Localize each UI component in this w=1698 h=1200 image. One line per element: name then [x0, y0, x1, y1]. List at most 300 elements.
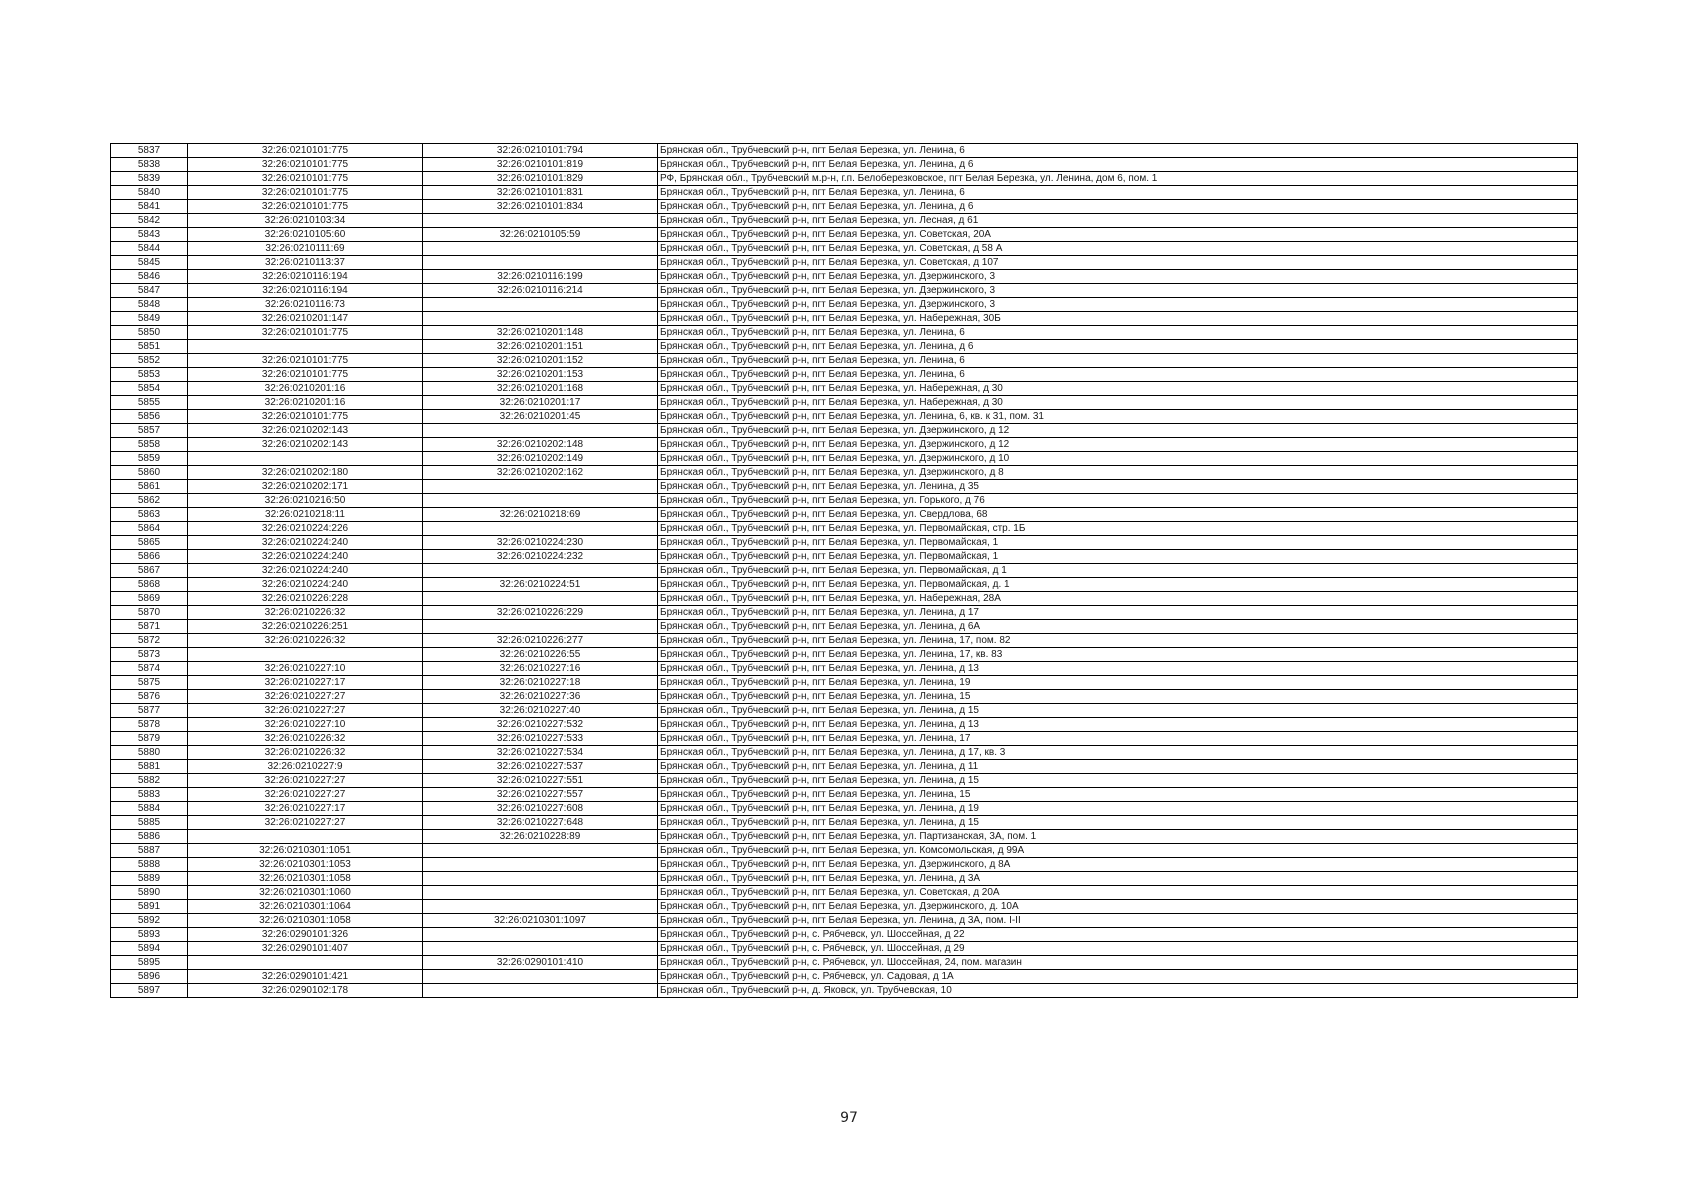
row-number-cell: 5855: [111, 396, 188, 410]
address-cell: Брянская обл., Трубчевский р-н, пгт Белая Березка, ул. Ленина, 6: [658, 144, 1578, 158]
parcel-number-cell: 32:26:0210226:32: [188, 732, 423, 746]
row-number-cell: 5875: [111, 676, 188, 690]
table-row: [111, 760, 1578, 774]
object-number-cell: [423, 844, 658, 858]
object-number-cell: 32:26:0210116:214: [423, 284, 658, 298]
row-number-cell: 5860: [111, 466, 188, 480]
address-cell: Брянская обл., Трубчевский р-н, пгт Белая Березка, ул. Горького, д 76: [658, 494, 1578, 508]
table-row: [111, 620, 1578, 634]
address-cell: Брянская обл., Трубчевский р-н, пгт Белая Березка, ул. Ленина, д 6: [658, 340, 1578, 354]
object-number-cell: [423, 564, 658, 578]
row-number-cell: 5892: [111, 914, 188, 928]
object-number-cell: 32:26:0210227:534: [423, 746, 658, 760]
address-cell: Брянская обл., Трубчевский р-н, пгт Белая Березка, ул. Ленина, 15: [658, 690, 1578, 704]
parcel-number-cell: [188, 830, 423, 844]
row-number-cell: 5852: [111, 354, 188, 368]
table-row: [111, 368, 1578, 382]
table-row: [111, 606, 1578, 620]
address-cell: Брянская обл., Трубчевский р-н, пгт Белая Березка, ул. Комсомольская, д 99А: [658, 844, 1578, 858]
row-number-cell: 5880: [111, 746, 188, 760]
table-row: [111, 956, 1578, 970]
row-number-cell: 5879: [111, 732, 188, 746]
row-number-cell: 5863: [111, 508, 188, 522]
row-number-cell: 5842: [111, 214, 188, 228]
table-row: [111, 200, 1578, 214]
address-cell: Брянская обл., Трубчевский р-н, пгт Белая Березка, ул. Ленина, д 3А: [658, 872, 1578, 886]
table-row: [111, 480, 1578, 494]
address-cell: Брянская обл., Трубчевский р-н, пгт Белая Березка, ул. Дзержинского, д. 10А: [658, 900, 1578, 914]
table-row: [111, 578, 1578, 592]
parcel-number-cell: 32:26:0210116:194: [188, 270, 423, 284]
row-number-cell: 5896: [111, 970, 188, 984]
parcel-number-cell: 32:26:0210202:143: [188, 424, 423, 438]
parcel-number-cell: 32:26:0210218:11: [188, 508, 423, 522]
object-number-cell: [423, 872, 658, 886]
table-row: [111, 746, 1578, 760]
parcel-number-cell: 32:26:0290102:178: [188, 984, 423, 998]
object-number-cell: [423, 298, 658, 312]
address-cell: Брянская обл., Трубчевский р-н, пгт Белая Березка, ул. Ленина, 6, кв. к 31, пом. 31: [658, 410, 1578, 424]
address-cell: Брянская обл., Трубчевский р-н, пгт Белая Березка, ул. Ленина, 15: [658, 788, 1578, 802]
address-cell: Брянская обл., Трубчевский р-н, с. Рябчевск, ул. Шоссейная, д 22: [658, 928, 1578, 942]
address-cell: Брянская обл., Трубчевский р-н, пгт Белая Березка, ул. Ленина, д 13: [658, 662, 1578, 676]
address-cell: Брянская обл., Трубчевский р-н, пгт Белая Березка, ул. Ленина, 17, кв. 83: [658, 648, 1578, 662]
address-cell: Брянская обл., Трубчевский р-н, пгт Белая Березка, ул. Ленина, д 3А, пом. I-II: [658, 914, 1578, 928]
parcel-number-cell: 32:26:0210227:27: [188, 704, 423, 718]
row-number-cell: 5854: [111, 382, 188, 396]
parcel-number-cell: 32:26:0210202:143: [188, 438, 423, 452]
address-cell: Брянская обл., Трубчевский р-н, пгт Белая Березка, ул. Дзержинского, д 12: [658, 424, 1578, 438]
row-number-cell: 5873: [111, 648, 188, 662]
parcel-number-cell: 32:26:0210301:1058: [188, 872, 423, 886]
object-number-cell: 32:26:0210228:89: [423, 830, 658, 844]
row-number-cell: 5865: [111, 536, 188, 550]
parcel-number-cell: 32:26:0210226:32: [188, 634, 423, 648]
table-row: [111, 312, 1578, 326]
object-number-cell: 32:26:0210224:51: [423, 578, 658, 592]
address-cell: Брянская обл., Трубчевский р-н, пгт Белая Березка, ул. Первомайская, 1: [658, 550, 1578, 564]
object-number-cell: 32:26:0210218:69: [423, 508, 658, 522]
address-cell: Брянская обл., Трубчевский р-н, пгт Белая Березка, ул. Набережная, 30Б: [658, 312, 1578, 326]
table-row: [111, 844, 1578, 858]
table-row: [111, 270, 1578, 284]
address-cell: Брянская обл., Трубчевский р-н, пгт Белая Березка, ул. Ленина, д 11: [658, 760, 1578, 774]
table-row: [111, 382, 1578, 396]
row-number-cell: 5871: [111, 620, 188, 634]
table-row: [111, 452, 1578, 466]
parcel-number-cell: [188, 340, 423, 354]
table-row: [111, 732, 1578, 746]
object-number-cell: 32:26:0210227:18: [423, 676, 658, 690]
object-number-cell: 32:26:0210202:162: [423, 466, 658, 480]
table-row: [111, 858, 1578, 872]
object-number-cell: 32:26:0210201:153: [423, 368, 658, 382]
table-row: [111, 438, 1578, 452]
table-row: [111, 900, 1578, 914]
address-cell: Брянская обл., Трубчевский р-н, пгт Белая Березка, ул. Ленина, 6: [658, 326, 1578, 340]
row-number-cell: 5877: [111, 704, 188, 718]
parcel-number-cell: 32:26:0210111:69: [188, 242, 423, 256]
parcel-number-cell: 32:26:0210301:1053: [188, 858, 423, 872]
parcel-number-cell: 32:26:0210216:50: [188, 494, 423, 508]
object-number-cell: [423, 242, 658, 256]
object-number-cell: [423, 928, 658, 942]
parcel-number-cell: 32:26:0210224:240: [188, 550, 423, 564]
object-number-cell: 32:26:0210224:232: [423, 550, 658, 564]
row-number-cell: 5839: [111, 172, 188, 186]
parcel-number-cell: 32:26:0210227:9: [188, 760, 423, 774]
row-number-cell: 5872: [111, 634, 188, 648]
table-row: [111, 424, 1578, 438]
object-number-cell: 32:26:0210227:537: [423, 760, 658, 774]
parcel-number-cell: 32:26:0210202:180: [188, 466, 423, 480]
address-cell: Брянская обл., Трубчевский р-н, пгт Белая Березка, ул. Первомайская, д. 1: [658, 578, 1578, 592]
address-cell: Брянская обл., Трубчевский р-н, пгт Белая Березка, ул. Советская, д 58 А: [658, 242, 1578, 256]
address-cell: Брянская обл., Трубчевский р-н, пгт Белая Березка, ул. Ленина, 6: [658, 186, 1578, 200]
registry-table-body: [111, 144, 1578, 998]
parcel-number-cell: 32:26:0210201:16: [188, 396, 423, 410]
object-number-cell: [423, 480, 658, 494]
parcel-number-cell: 32:26:0210101:775: [188, 200, 423, 214]
parcel-number-cell: 32:26:0210227:27: [188, 774, 423, 788]
parcel-number-cell: [188, 648, 423, 662]
address-cell: Брянская обл., Трубчевский р-н, пгт Белая Березка, ул. Набережная, д 30: [658, 382, 1578, 396]
object-number-cell: [423, 312, 658, 326]
table-row: [111, 228, 1578, 242]
row-number-cell: 5884: [111, 802, 188, 816]
table-row: [111, 298, 1578, 312]
row-number-cell: 5870: [111, 606, 188, 620]
parcel-number-cell: 32:26:0210227:10: [188, 662, 423, 676]
address-cell: Брянская обл., Трубчевский р-н, пгт Белая Березка, ул. Дзержинского, д 8: [658, 466, 1578, 480]
row-number-cell: 5894: [111, 942, 188, 956]
parcel-number-cell: 32:26:0210301:1051: [188, 844, 423, 858]
row-number-cell: 5850: [111, 326, 188, 340]
row-number-cell: 5885: [111, 816, 188, 830]
parcel-number-cell: 32:26:0210224:240: [188, 536, 423, 550]
object-number-cell: 32:26:0210201:148: [423, 326, 658, 340]
object-number-cell: [423, 256, 658, 270]
address-cell: Брянская обл., Трубчевский р-н, пгт Белая Березка, ул. Ленина, д 35: [658, 480, 1578, 494]
row-number-cell: 5843: [111, 228, 188, 242]
address-cell: Брянская обл., Трубчевский р-н, пгт Белая Березка, ул. Ленина, 17, пом. 82: [658, 634, 1578, 648]
address-cell: Брянская обл., Трубчевский р-н, пгт Белая Березка, ул. Ленина, д 6: [658, 200, 1578, 214]
address-cell: Брянская обл., Трубчевский р-н, пгт Белая Березка, ул. Дзержинского, 3: [658, 284, 1578, 298]
row-number-cell: 5840: [111, 186, 188, 200]
table-row: [111, 186, 1578, 200]
table-row: [111, 396, 1578, 410]
table-row: [111, 592, 1578, 606]
parcel-number-cell: 32:26:0210227:17: [188, 802, 423, 816]
object-number-cell: 32:26:0210101:819: [423, 158, 658, 172]
row-number-cell: 5853: [111, 368, 188, 382]
parcel-number-cell: 32:26:0210201:147: [188, 312, 423, 326]
row-number-cell: 5888: [111, 858, 188, 872]
row-number-cell: 5891: [111, 900, 188, 914]
table-row: [111, 970, 1578, 984]
table-row: [111, 522, 1578, 536]
parcel-number-cell: 32:26:0210227:27: [188, 690, 423, 704]
table-row: [111, 466, 1578, 480]
row-number-cell: 5895: [111, 956, 188, 970]
address-cell: Брянская обл., Трубчевский р-н, пгт Белая Березка, ул. Ленина, д 13: [658, 718, 1578, 732]
object-number-cell: [423, 886, 658, 900]
object-number-cell: [423, 970, 658, 984]
address-cell: Брянская обл., Трубчевский р-н, пгт Белая Березка, ул. Дзержинского, 3: [658, 298, 1578, 312]
table-row: [111, 172, 1578, 186]
object-number-cell: 32:26:0210227:533: [423, 732, 658, 746]
object-number-cell: 32:26:0210226:277: [423, 634, 658, 648]
address-cell: Брянская обл., Трубчевский р-н, пгт Белая Березка, ул. Дзержинского, д 12: [658, 438, 1578, 452]
object-number-cell: 32:26:0210201:152: [423, 354, 658, 368]
row-number-cell: 5846: [111, 270, 188, 284]
object-number-cell: 32:26:0210201:151: [423, 340, 658, 354]
address-cell: Брянская обл., Трубчевский р-н, пгт Белая Березка, ул. Свердлова, 68: [658, 508, 1578, 522]
address-cell: Брянская обл., Трубчевский р-н, пгт Белая Березка, ул. Ленина, д 17, кв. 3: [658, 746, 1578, 760]
row-number-cell: 5883: [111, 788, 188, 802]
table-row: [111, 774, 1578, 788]
parcel-number-cell: 32:26:0210101:775: [188, 368, 423, 382]
table-row: [111, 690, 1578, 704]
parcel-number-cell: 32:26:0210101:775: [188, 158, 423, 172]
object-number-cell: 32:26:0210227:551: [423, 774, 658, 788]
parcel-number-cell: [188, 452, 423, 466]
object-number-cell: [423, 942, 658, 956]
parcel-number-cell: 32:26:0210224:240: [188, 564, 423, 578]
table-row: [111, 144, 1578, 158]
table-row: [111, 704, 1578, 718]
parcel-number-cell: 32:26:0210301:1064: [188, 900, 423, 914]
table-row: [111, 256, 1578, 270]
object-number-cell: [423, 522, 658, 536]
object-number-cell: 32:26:0210227:532: [423, 718, 658, 732]
object-number-cell: [423, 494, 658, 508]
table-row: [111, 242, 1578, 256]
table-row: [111, 676, 1578, 690]
table-row: [111, 928, 1578, 942]
address-cell: Брянская обл., Трубчевский р-н, пгт Белая Березка, ул. Советская, д 107: [658, 256, 1578, 270]
row-number-cell: 5878: [111, 718, 188, 732]
table-row: [111, 830, 1578, 844]
row-number-cell: 5886: [111, 830, 188, 844]
table-row: [111, 942, 1578, 956]
table-row: [111, 872, 1578, 886]
object-number-cell: 32:26:0210116:199: [423, 270, 658, 284]
object-number-cell: 32:26:0210101:829: [423, 172, 658, 186]
parcel-number-cell: 32:26:0210101:775: [188, 326, 423, 340]
row-number-cell: 5851: [111, 340, 188, 354]
parcel-number-cell: 32:26:0210226:32: [188, 746, 423, 760]
parcel-number-cell: [188, 956, 423, 970]
address-cell: Брянская обл., Трубчевский р-н, пгт Белая Березка, ул. Ленина, 17: [658, 732, 1578, 746]
table-row: [111, 564, 1578, 578]
row-number-cell: 5856: [111, 410, 188, 424]
address-cell: РФ, Брянская обл., Трубчевский м.р-н, г.п. Белоберезковское, пгт Белая Березка, ул. Ленина, дом 6, пом. 1: [658, 172, 1578, 186]
table-row: [111, 816, 1578, 830]
table-row: [111, 214, 1578, 228]
object-number-cell: 32:26:0210101:831: [423, 186, 658, 200]
parcel-number-cell: 32:26:0210101:775: [188, 172, 423, 186]
object-number-cell: 32:26:0210224:230: [423, 536, 658, 550]
row-number-cell: 5862: [111, 494, 188, 508]
row-number-cell: 5859: [111, 452, 188, 466]
address-cell: Брянская обл., Трубчевский р-н, пгт Белая Березка, ул. Ленина, д 6: [658, 158, 1578, 172]
parcel-number-cell: 32:26:0210301:1060: [188, 886, 423, 900]
address-cell: Брянская обл., Трубчевский р-н, пгт Белая Березка, ул. Первомайская, стр. 1Б: [658, 522, 1578, 536]
address-cell: Брянская обл., Трубчевский р-н, с. Рябчевск, ул. Шоссейная, 24, пом. магазин: [658, 956, 1578, 970]
object-number-cell: 32:26:0210227:16: [423, 662, 658, 676]
object-number-cell: 32:26:0210201:168: [423, 382, 658, 396]
address-cell: Брянская обл., Трубчевский р-н, пгт Белая Березка, ул. Ленина, д 6А: [658, 620, 1578, 634]
parcel-number-cell: 32:26:0290101:421: [188, 970, 423, 984]
parcel-number-cell: 32:26:0210103:34: [188, 214, 423, 228]
object-number-cell: 32:26:0210101:834: [423, 200, 658, 214]
parcel-number-cell: 32:26:0290101:326: [188, 928, 423, 942]
parcel-number-cell: 32:26:0210227:27: [188, 816, 423, 830]
table-row: [111, 718, 1578, 732]
object-number-cell: 32:26:0210101:794: [423, 144, 658, 158]
row-number-cell: 5861: [111, 480, 188, 494]
table-row: [111, 158, 1578, 172]
address-cell: Брянская обл., Трубчевский р-н, пгт Белая Березка, ул. Дзержинского, 3: [658, 270, 1578, 284]
row-number-cell: 5844: [111, 242, 188, 256]
address-cell: Брянская обл., Трубчевский р-н, пгт Белая Березка, ул. Партизанская, 3А, пом. 1: [658, 830, 1578, 844]
row-number-cell: 5847: [111, 284, 188, 298]
object-number-cell: 32:26:0210227:557: [423, 788, 658, 802]
object-number-cell: 32:26:0210227:648: [423, 816, 658, 830]
table-row: [111, 662, 1578, 676]
address-cell: Брянская обл., Трубчевский р-н, пгт Белая Березка, ул. Лесная, д 61: [658, 214, 1578, 228]
row-number-cell: 5837: [111, 144, 188, 158]
row-number-cell: 5897: [111, 984, 188, 998]
table-row: [111, 494, 1578, 508]
parcel-number-cell: 32:26:0210224:226: [188, 522, 423, 536]
table-row: [111, 634, 1578, 648]
page-number: 97: [840, 1110, 858, 1126]
registry-table: [110, 143, 1578, 998]
address-cell: Брянская обл., Трубчевский р-н, пгт Белая Березка, ул. Ленина, 6: [658, 368, 1578, 382]
row-number-cell: 5857: [111, 424, 188, 438]
parcel-number-cell: 32:26:0210202:171: [188, 480, 423, 494]
row-number-cell: 5838: [111, 158, 188, 172]
address-cell: Брянская обл., Трубчевский р-н, пгт Белая Березка, ул. Ленина, д 15: [658, 704, 1578, 718]
parcel-number-cell: 32:26:0210105:60: [188, 228, 423, 242]
table-row: [111, 550, 1578, 564]
row-number-cell: 5848: [111, 298, 188, 312]
address-cell: Брянская обл., Трубчевский р-н, с. Рябчевск, ул. Шоссейная, д 29: [658, 942, 1578, 956]
object-number-cell: 32:26:0210227:608: [423, 802, 658, 816]
table-row: [111, 340, 1578, 354]
object-number-cell: 32:26:0210301:1097: [423, 914, 658, 928]
row-number-cell: 5864: [111, 522, 188, 536]
parcel-number-cell: 32:26:0210101:775: [188, 144, 423, 158]
row-number-cell: 5869: [111, 592, 188, 606]
address-cell: Брянская обл., Трубчевский р-н, пгт Белая Березка, ул. Ленина, д 15: [658, 774, 1578, 788]
table-row: [111, 788, 1578, 802]
object-number-cell: 32:26:0210227:40: [423, 704, 658, 718]
table-row: [111, 802, 1578, 816]
row-number-cell: 5876: [111, 690, 188, 704]
object-number-cell: 32:26:0210202:148: [423, 438, 658, 452]
table-row: [111, 410, 1578, 424]
row-number-cell: 5874: [111, 662, 188, 676]
object-number-cell: 32:26:0210202:149: [423, 452, 658, 466]
address-cell: Брянская обл., Трубчевский р-н, пгт Белая Березка, ул. Первомайская, д 1: [658, 564, 1578, 578]
address-cell: Брянская обл., Трубчевский р-н, пгт Белая Березка, ул. Ленина, 19: [658, 676, 1578, 690]
parcel-number-cell: 32:26:0210101:775: [188, 410, 423, 424]
address-cell: Брянская обл., Трубчевский р-н, пгт Белая Березка, ул. Советская, д 20А: [658, 886, 1578, 900]
object-number-cell: [423, 424, 658, 438]
address-cell: Брянская обл., Трубчевский р-н, пгт Белая Березка, ул. Набережная, д 30: [658, 396, 1578, 410]
row-number-cell: 5893: [111, 928, 188, 942]
row-number-cell: 5890: [111, 886, 188, 900]
address-cell: Брянская обл., Трубчевский р-н, пгт Белая Березка, ул. Ленина, д 19: [658, 802, 1578, 816]
parcel-number-cell: 32:26:0210227:10: [188, 718, 423, 732]
table-row: [111, 508, 1578, 522]
address-cell: Брянская обл., Трубчевский р-н, пгт Белая Березка, ул. Советская, 20А: [658, 228, 1578, 242]
parcel-number-cell: 32:26:0210227:17: [188, 676, 423, 690]
row-number-cell: 5867: [111, 564, 188, 578]
parcel-number-cell: 32:26:0210226:32: [188, 606, 423, 620]
row-number-cell: 5889: [111, 872, 188, 886]
row-number-cell: 5849: [111, 312, 188, 326]
object-number-cell: 32:26:0290101:410: [423, 956, 658, 970]
address-cell: Брянская обл., Трубчевский р-н, пгт Белая Березка, ул. Набережная, 28А: [658, 592, 1578, 606]
object-number-cell: 32:26:0210105:59: [423, 228, 658, 242]
object-number-cell: [423, 900, 658, 914]
address-cell: Брянская обл., Трубчевский р-н, пгт Белая Березка, ул. Дзержинского, д 8А: [658, 858, 1578, 872]
parcel-number-cell: 32:26:0290101:407: [188, 942, 423, 956]
table-row: [111, 984, 1578, 998]
parcel-number-cell: 32:26:0210224:240: [188, 578, 423, 592]
row-number-cell: 5882: [111, 774, 188, 788]
row-number-cell: 5845: [111, 256, 188, 270]
parcel-number-cell: 32:26:0210301:1058: [188, 914, 423, 928]
row-number-cell: 5868: [111, 578, 188, 592]
address-cell: Брянская обл., Трубчевский р-н, пгт Белая Березка, ул. Ленина, 6: [658, 354, 1578, 368]
parcel-number-cell: 32:26:0210227:27: [188, 788, 423, 802]
address-cell: Брянская обл., Трубчевский р-н, пгт Белая Березка, ул. Первомайская, 1: [658, 536, 1578, 550]
table-row: [111, 536, 1578, 550]
object-number-cell: [423, 984, 658, 998]
object-number-cell: 32:26:0210226:229: [423, 606, 658, 620]
row-number-cell: 5881: [111, 760, 188, 774]
table-row: [111, 886, 1578, 900]
parcel-number-cell: 32:26:0210201:16: [188, 382, 423, 396]
row-number-cell: 5858: [111, 438, 188, 452]
object-number-cell: 32:26:0210201:45: [423, 410, 658, 424]
object-number-cell: [423, 214, 658, 228]
object-number-cell: 32:26:0210226:55: [423, 648, 658, 662]
table-row: [111, 354, 1578, 368]
parcel-number-cell: 32:26:0210116:73: [188, 298, 423, 312]
table-row: [111, 284, 1578, 298]
object-number-cell: [423, 858, 658, 872]
address-cell: Брянская обл., Трубчевский р-н, пгт Белая Березка, ул. Дзержинского, д 10: [658, 452, 1578, 466]
parcel-number-cell: 32:26:0210101:775: [188, 354, 423, 368]
parcel-number-cell: 32:26:0210226:251: [188, 620, 423, 634]
parcel-number-cell: 32:26:0210113:37: [188, 256, 423, 270]
object-number-cell: 32:26:0210201:17: [423, 396, 658, 410]
parcel-number-cell: 32:26:0210101:775: [188, 186, 423, 200]
object-number-cell: 32:26:0210227:36: [423, 690, 658, 704]
table-row: [111, 648, 1578, 662]
table-row: [111, 914, 1578, 928]
row-number-cell: 5866: [111, 550, 188, 564]
object-number-cell: [423, 592, 658, 606]
address-cell: Брянская обл., Трубчевский р-н, д. Яковск, ул. Трубчевская, 10: [658, 984, 1578, 998]
object-number-cell: [423, 620, 658, 634]
